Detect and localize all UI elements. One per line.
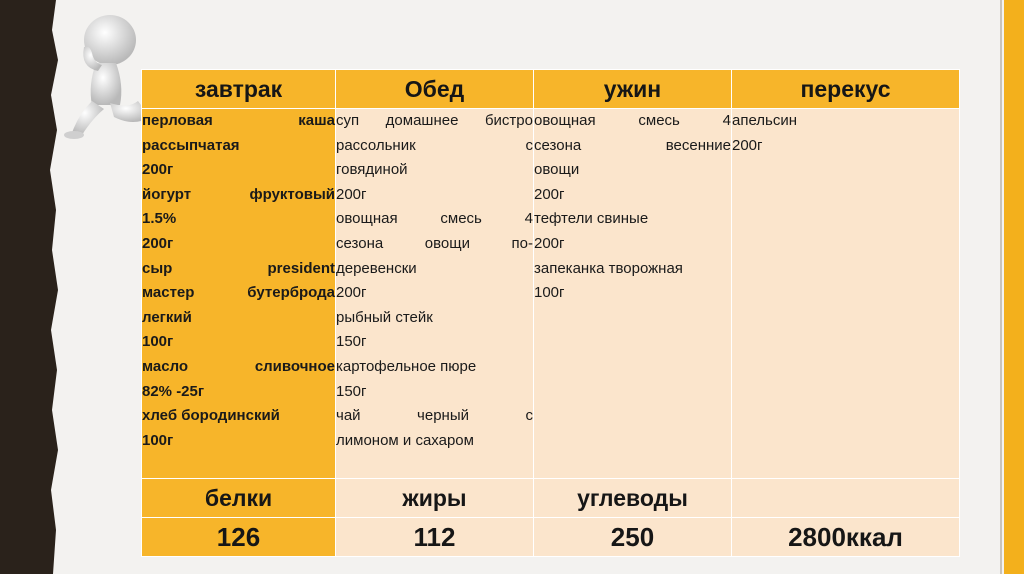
menu-line xyxy=(336,380,533,405)
menu-line xyxy=(534,134,731,159)
menu-line xyxy=(336,281,533,306)
menu-line xyxy=(142,380,335,405)
menu-line xyxy=(534,109,731,134)
label-carbs: углеводы xyxy=(534,479,732,518)
menu-line xyxy=(142,404,335,429)
menu-word: апельсин xyxy=(732,112,798,129)
menu-line xyxy=(534,257,731,282)
menu-word: 82% -25г xyxy=(142,382,205,400)
menu-word: каша xyxy=(298,112,335,129)
menu-line xyxy=(336,232,533,257)
menu-line xyxy=(336,257,533,282)
menu-word: овощная xyxy=(534,112,596,129)
right-divider-line xyxy=(1000,0,1002,574)
menu-word: сезона xyxy=(336,234,384,252)
menu-line xyxy=(142,207,335,232)
menu-word: 200г xyxy=(336,185,367,203)
menu-line xyxy=(336,183,533,208)
header-row xyxy=(142,70,960,109)
menu-line xyxy=(336,355,533,380)
menu-word: рассольник xyxy=(336,136,416,154)
menu-word: смесь xyxy=(638,112,680,129)
menu-line xyxy=(142,257,335,282)
header-breakfast: завтрак xyxy=(142,70,336,109)
menu-word: лимоном и сахаром xyxy=(336,431,474,449)
menu-word: сыр xyxy=(142,259,173,277)
menu-word: 100г xyxy=(142,431,174,449)
menu-word: перловая xyxy=(142,112,213,129)
menu-word: рассыпчатая xyxy=(142,136,240,154)
menu-word: 200г xyxy=(336,284,367,302)
menu-line xyxy=(142,134,335,159)
menu-word: сезона xyxy=(534,136,582,154)
macros-label-row xyxy=(142,479,960,518)
menu-line xyxy=(142,281,335,306)
menu-line xyxy=(336,429,533,454)
menu-word: говядиной xyxy=(336,161,408,179)
menu-line xyxy=(142,109,335,134)
menu-word: 200г xyxy=(534,185,565,203)
menu-word: 100г xyxy=(534,284,565,302)
menu-line xyxy=(142,158,335,183)
menu-word: суп xyxy=(336,112,360,129)
menu-line xyxy=(142,183,335,208)
menu-word: масло xyxy=(142,357,189,375)
menu-line xyxy=(142,306,335,331)
menu-row xyxy=(142,109,960,479)
label-fats: жиры xyxy=(336,479,534,518)
menu-line xyxy=(732,109,959,134)
menu-word: по- xyxy=(511,234,533,252)
dinner-cell xyxy=(534,109,732,479)
lunch-cell xyxy=(336,109,534,479)
right-accent-stripe xyxy=(1004,0,1024,574)
menu-line xyxy=(336,330,533,355)
menu-word: бутерброда xyxy=(247,284,335,302)
value-proteins: 126 xyxy=(142,518,336,557)
menu-line xyxy=(142,429,335,454)
menu-word: деревенски xyxy=(336,259,417,277)
label-proteins: белки xyxy=(142,479,336,518)
menu-word: картофельное пюре xyxy=(336,357,477,375)
value-calories: 2800ккал xyxy=(732,518,960,557)
menu-line xyxy=(534,232,731,257)
menu-word: 4 xyxy=(722,112,731,129)
menu-word: мастер xyxy=(142,284,195,302)
menu-word: овощи xyxy=(424,234,470,252)
menu-line xyxy=(336,134,533,159)
menu-line xyxy=(142,232,335,257)
menu-word: бистро xyxy=(484,112,533,129)
menu-word: 150г xyxy=(336,382,367,400)
menu-word: с xyxy=(525,136,533,154)
menu-word: овощи xyxy=(534,161,580,179)
menu-line xyxy=(732,134,959,159)
meal-plan-table xyxy=(141,69,960,557)
menu-word: с xyxy=(525,407,533,425)
header-dinner: ужин xyxy=(534,70,732,109)
menu-word: 200г xyxy=(142,161,174,179)
menu-word: 4 xyxy=(524,210,533,228)
menu-word: рыбный стейк xyxy=(336,308,433,326)
menu-word: сливочное xyxy=(254,357,335,375)
menu-line xyxy=(336,158,533,183)
menu-word: овощная xyxy=(336,210,398,228)
menu-line xyxy=(534,207,731,232)
menu-line xyxy=(534,183,731,208)
menu-word: 150г xyxy=(336,333,367,351)
menu-word: домашнее xyxy=(385,112,459,129)
macros-value-row xyxy=(142,518,960,557)
menu-word: легкий xyxy=(142,308,192,326)
menu-word: хлеб бородинский xyxy=(142,407,280,425)
header-snack: перекус xyxy=(732,70,960,109)
menu-line xyxy=(534,158,731,183)
menu-word: 200г xyxy=(142,234,174,252)
snack-cell xyxy=(732,109,960,479)
menu-word: 1.5% xyxy=(142,210,177,228)
menu-word: president xyxy=(267,259,335,277)
menu-line xyxy=(336,207,533,232)
header-lunch: Обед xyxy=(336,70,534,109)
menu-word: 200г xyxy=(534,234,565,252)
label-empty xyxy=(732,479,960,518)
breakfast-cell xyxy=(142,109,336,479)
menu-word: чай xyxy=(336,407,361,425)
menu-word: запеканка творожная xyxy=(534,259,683,277)
menu-word: 100г xyxy=(142,333,174,351)
menu-word: тефтели свиные xyxy=(534,210,649,228)
menu-word: йогурт xyxy=(142,185,192,203)
menu-word: фруктовый xyxy=(249,185,335,203)
menu-line xyxy=(142,330,335,355)
menu-line xyxy=(336,404,533,429)
menu-word: смесь xyxy=(440,210,482,228)
menu-word: весенние xyxy=(665,136,731,154)
menu-line xyxy=(142,355,335,380)
menu-word: 200г xyxy=(732,136,763,154)
menu-line xyxy=(534,281,731,306)
value-carbs: 250 xyxy=(534,518,732,557)
menu-line xyxy=(336,109,533,134)
menu-word: черный xyxy=(417,407,469,425)
value-fats: 112 xyxy=(336,518,534,557)
menu-line xyxy=(336,306,533,331)
